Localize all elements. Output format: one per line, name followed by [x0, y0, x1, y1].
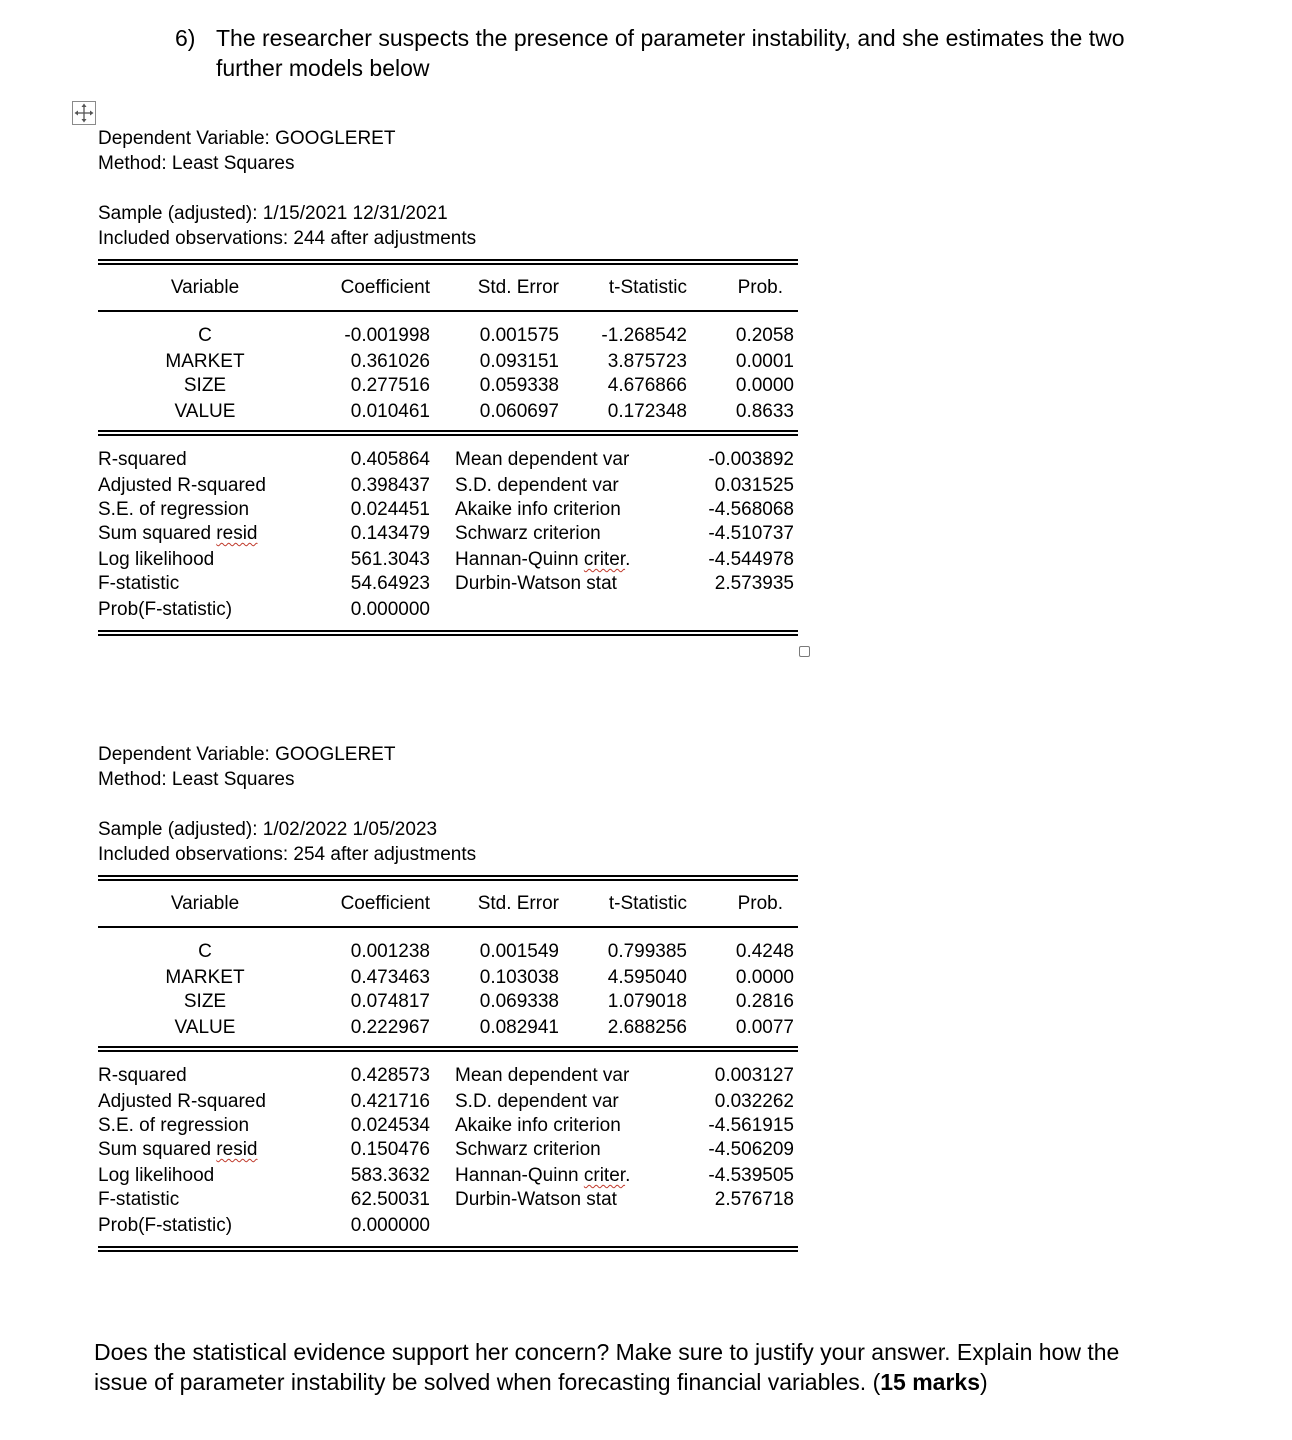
- spellcheck-word[interactable]: criter: [583, 549, 626, 570]
- stat-value: 62.50031: [350, 1189, 430, 1210]
- move-arrows-icon[interactable]: [72, 101, 96, 125]
- header-std-error: Std. Error: [477, 893, 559, 914]
- spellcheck-word[interactable]: criter: [583, 1165, 626, 1186]
- row-t-statistic: 0.172348: [607, 401, 687, 422]
- question-line-1: The researcher suspects the presence of parameter instability, and she estimates the two: [216, 25, 1125, 51]
- sample-range: Sample (adjusted): 1/15/2021 12/31/2021: [98, 203, 448, 224]
- stat-label: S.D. dependent var: [455, 475, 619, 496]
- stat-label: Sum squared resid: [98, 523, 258, 544]
- table-top-rule: [98, 875, 798, 881]
- spellcheck-word[interactable]: resid: [216, 1139, 258, 1160]
- row-prob: 0.0000: [735, 375, 794, 396]
- stat-value: 0.428573: [350, 1065, 430, 1086]
- row-variable: VALUE: [174, 1017, 236, 1038]
- spellcheck-word[interactable]: resid: [216, 523, 258, 544]
- stat-label: Schwarz criterion: [455, 1139, 601, 1160]
- stat-label: Mean dependent var: [455, 449, 630, 470]
- row-t-statistic: 4.676866: [607, 375, 687, 396]
- marks: 15 marks: [880, 1369, 980, 1395]
- stat-value: 0.143479: [350, 523, 430, 544]
- table-bottom-rule: [98, 630, 798, 636]
- header-variable: Variable: [170, 277, 240, 298]
- table-top-rule: [98, 259, 798, 265]
- stat-value: 2.576718: [714, 1189, 794, 1210]
- row-coefficient: 0.001238: [350, 941, 430, 962]
- stat-label: Log likelihood: [98, 549, 215, 570]
- stat-label: R-squared: [98, 1065, 187, 1086]
- row-coefficient: 0.277516: [350, 375, 430, 396]
- stat-value: -4.506209: [708, 1139, 794, 1160]
- method: Method: Least Squares: [98, 769, 295, 790]
- stat-value: 0.398437: [350, 475, 430, 496]
- stat-value: 0.150476: [350, 1139, 430, 1160]
- stat-value: 0.000000: [350, 1215, 430, 1236]
- stat-label: Durbin-Watson stat: [455, 1189, 617, 1210]
- method: Method: Least Squares: [98, 153, 295, 174]
- stat-label: S.E. of regression: [98, 499, 250, 520]
- row-variable: C: [198, 325, 212, 346]
- row-prob: 0.8633: [735, 401, 794, 422]
- stat-value: -4.539505: [708, 1165, 794, 1186]
- row-std-error: 0.103038: [479, 967, 559, 988]
- row-variable: MARKET: [165, 351, 245, 372]
- stat-value: 0.421716: [350, 1091, 430, 1112]
- header-rule: [98, 310, 798, 312]
- closing-line-2-text: issue of parameter instability be solved when forecasting financial variables. (: [94, 1369, 881, 1395]
- row-variable: C: [198, 941, 212, 962]
- row-prob: 0.0000: [735, 967, 794, 988]
- header-variable: Variable: [170, 893, 240, 914]
- row-std-error: 0.060697: [479, 401, 559, 422]
- row-std-error: 0.069338: [479, 991, 559, 1012]
- stat-value: 0.003127: [714, 1065, 794, 1086]
- stat-label: Log likelihood: [98, 1165, 215, 1186]
- row-prob: 0.2058: [735, 325, 794, 346]
- header-std-error: Std. Error: [477, 277, 559, 298]
- row-t-statistic: -1.268542: [601, 325, 687, 346]
- row-t-statistic: 3.875723: [607, 351, 687, 372]
- stat-label: F-statistic: [98, 573, 180, 594]
- stat-value: 2.573935: [714, 573, 794, 594]
- row-prob: 0.0077: [735, 1017, 794, 1038]
- stat-label: Prob(F-statistic): [98, 599, 233, 620]
- row-t-statistic: 0.799385: [607, 941, 687, 962]
- row-std-error: 0.059338: [479, 375, 559, 396]
- stat-label: R-squared: [98, 449, 187, 470]
- stat-value: 583.3632: [350, 1165, 430, 1186]
- stat-label: Adjusted R-squared: [98, 1091, 266, 1112]
- stat-value: -4.561915: [708, 1115, 794, 1136]
- question-number: 6): [175, 25, 196, 51]
- dependent-variable: Dependent Variable: GOOGLERET: [98, 128, 396, 149]
- row-std-error: 0.082941: [479, 1017, 559, 1038]
- stat-label: S.D. dependent var: [455, 1091, 619, 1112]
- stat-label: Mean dependent var: [455, 1065, 630, 1086]
- closing-line-2: [94, 1367, 988, 1397]
- row-prob: 0.0001: [735, 351, 794, 372]
- header-coefficient: Coefficient: [340, 893, 430, 914]
- header-rule: [98, 926, 798, 928]
- header-t-statistic: t-Statistic: [608, 893, 687, 914]
- stat-value: -0.003892: [708, 449, 794, 470]
- header-prob: Prob.: [737, 893, 783, 914]
- stat-label: Hannan-Quinn criter.: [455, 549, 631, 570]
- included-observations: Included observations: 244 after adjustments: [98, 228, 477, 249]
- stat-label: Akaike info criterion: [455, 499, 621, 520]
- stat-label: Hannan-Quinn criter.: [455, 1165, 631, 1186]
- stat-value: 54.64923: [350, 573, 430, 594]
- dependent-variable: Dependent Variable: GOOGLERET: [98, 744, 396, 765]
- row-variable: MARKET: [165, 967, 245, 988]
- row-coefficient: 0.473463: [350, 967, 430, 988]
- stat-value: 0.024534: [350, 1115, 430, 1136]
- row-variable: SIZE: [183, 991, 227, 1012]
- row-t-statistic: 4.595040: [607, 967, 687, 988]
- stat-label: F-statistic: [98, 1189, 180, 1210]
- stat-value: -4.510737: [708, 523, 794, 544]
- closing-paren: ): [979, 1369, 988, 1395]
- stat-value: 0.024451: [350, 499, 430, 520]
- row-coefficient: 0.361026: [350, 351, 430, 372]
- header-t-statistic: t-Statistic: [608, 277, 687, 298]
- stat-label: Adjusted R-squared: [98, 475, 266, 496]
- row-coefficient: 0.010461: [350, 401, 430, 422]
- stat-value: 561.3043: [350, 549, 430, 570]
- closing-line-1: Does the statistical evidence support her concern? Make sure to justify your answer. Explain how the: [94, 1339, 1120, 1365]
- stat-value: 0.031525: [714, 475, 794, 496]
- row-coefficient: -0.001998: [344, 325, 430, 346]
- stat-label: Schwarz criterion: [455, 523, 601, 544]
- stat-label: Akaike info criterion: [455, 1115, 621, 1136]
- row-prob: 0.2816: [735, 991, 794, 1012]
- stat-label: S.E. of regression: [98, 1115, 250, 1136]
- row-variable: VALUE: [174, 401, 236, 422]
- row-std-error: 0.093151: [479, 351, 559, 372]
- stat-label: Prob(F-statistic): [98, 1215, 233, 1236]
- question-line-2: further models below: [216, 55, 430, 81]
- coefficients-bottom-rule: [98, 430, 798, 436]
- header-coefficient: Coefficient: [340, 277, 430, 298]
- row-prob: 0.4248: [735, 941, 794, 962]
- row-std-error: 0.001575: [479, 325, 559, 346]
- stat-value: 0.000000: [350, 599, 430, 620]
- row-variable: SIZE: [183, 375, 227, 396]
- row-coefficient: 0.074817: [350, 991, 430, 1012]
- stat-value: -4.544978: [708, 549, 794, 570]
- row-coefficient: 0.222967: [350, 1017, 430, 1038]
- header-prob: Prob.: [737, 277, 783, 298]
- coefficients-bottom-rule: [98, 1046, 798, 1052]
- row-t-statistic: 2.688256: [607, 1017, 687, 1038]
- stat-value: 0.032262: [714, 1091, 794, 1112]
- stat-label: Durbin-Watson stat: [455, 573, 617, 594]
- stat-value: -4.568068: [708, 499, 794, 520]
- stat-value: 0.405864: [350, 449, 430, 470]
- stat-label: Sum squared resid: [98, 1139, 258, 1160]
- row-t-statistic: 1.079018: [607, 991, 687, 1012]
- table-resize-handle-icon[interactable]: [799, 646, 810, 657]
- sample-range: Sample (adjusted): 1/02/2022 1/05/2023: [98, 819, 438, 840]
- table-bottom-rule: [98, 1246, 798, 1252]
- included-observations: Included observations: 254 after adjustments: [98, 844, 477, 865]
- row-std-error: 0.001549: [479, 941, 559, 962]
